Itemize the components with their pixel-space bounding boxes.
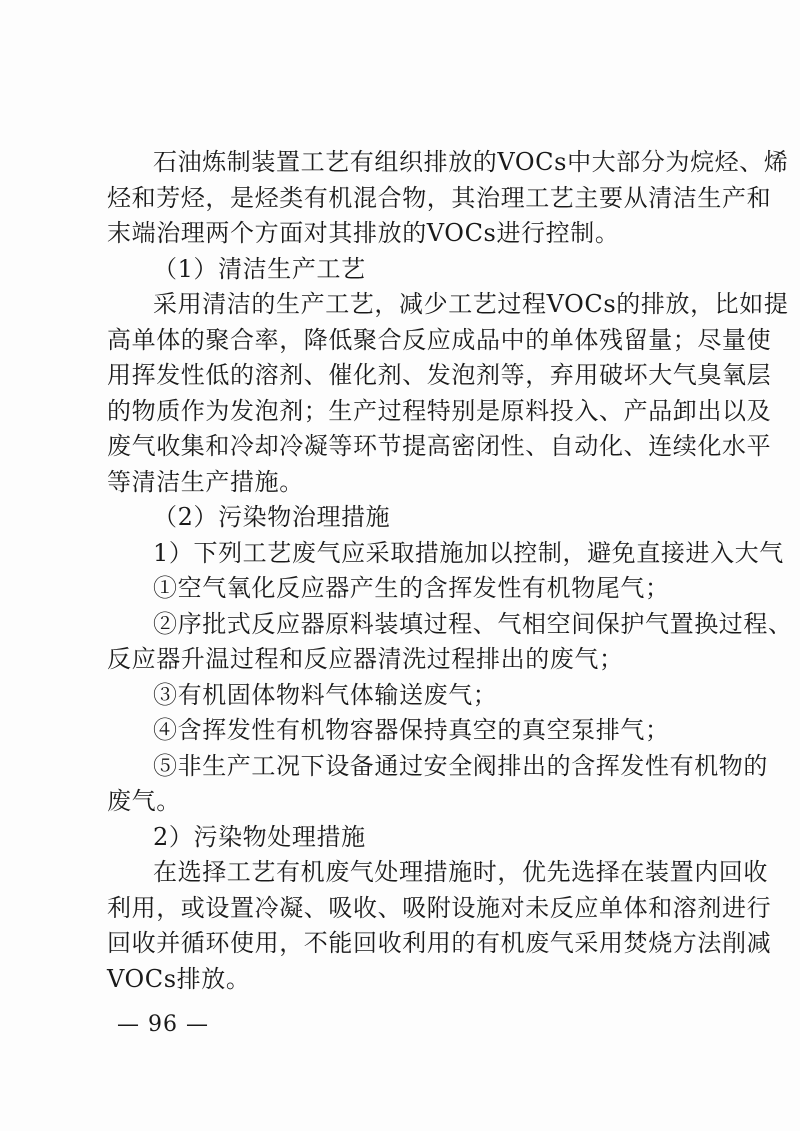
list-item: ⑤非生产工况下设备通过安全阀排出的含挥发性有机物的 [153,751,768,780]
list-item: ④含挥发性有机物容器保持真空的真空泵排气； [153,716,670,744]
text-line: 石油炼制装置工艺有组织排放的VOCs中大部分为烷烃、烯 [153,148,789,176]
text-line: 利用，或设置冷凝、吸收、吸附设施对未反应单体和溶剂进行 [107,893,772,922]
text-line: 在选择工艺有机废气处理措施时，优先选择在装置内回收 [153,858,768,886]
section-heading: （2）污染物治理措施 [153,503,391,531]
body-text [107,146,793,998]
text-line: 用挥发性低的溶剂、催化剂、发泡剂等，弃用破坏大气臭氧层 [107,361,772,389]
list-item: ②序批式反应器原料装填过程、气相空间保护气置换过程、 [153,609,793,638]
text-line: 等清洁生产措施。 [107,467,304,496]
text-line: VOCs排放。 [107,964,251,993]
subsection-heading: 2）污染物处理措施 [153,822,366,851]
text-line: 的物质作为发泡剂；生产过程特别是原料投入、产品卸出以及 [107,396,772,425]
text-line: 废气。 [107,787,181,815]
page-number: — 96 — [117,1012,209,1037]
section-heading: （1）清洁生产工艺 [153,254,366,283]
text-line: 回收并循环使用，不能回收利用的有机废气采用焚烧方法削减 [107,929,772,957]
text-line: 高单体的聚合率，降低聚合反应成品中的单体残留量；尽量使 [107,325,772,354]
text-line: 废气收集和冷却冷凝等环节提高密闭性、自动化、连续化水平 [107,432,772,460]
text-line: 反应器升温过程和反应器清洗过程排出的废气； [107,645,624,673]
list-item: ③有机固体物料气体输送废气； [153,680,498,709]
list-item: ①空气氧化反应器产生的含挥发性有机物尾气； [153,574,670,602]
text-line: 烃和芳烃，是烃类有机混合物，其治理工艺主要从清洁生产和 [107,183,772,212]
text-line: 采用清洁的生产工艺，减少工艺过程VOCs的排放，比如提 [153,290,789,318]
subsection-heading: 1）下列工艺废气应采取措施加以控制，避免直接进入大气 [153,538,784,567]
text-line: 末端治理两个方面对其排放的VOCs进行控制。 [107,219,620,247]
